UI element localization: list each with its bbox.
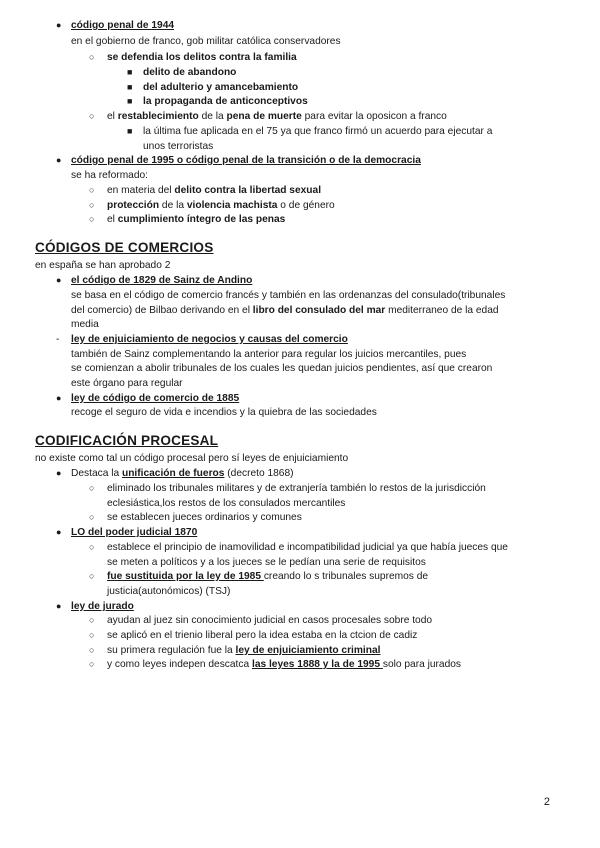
square-bullet-icon: ■ (127, 67, 133, 77)
paragraph-line: se ha reformado: (71, 170, 149, 181)
paragraph-line: se basa en el código de comercio francés y también en las ordenanzas del consulado(tribunales (71, 290, 506, 301)
paragraph-line: este órgano para regular (71, 378, 183, 389)
bullet-icon: ● (56, 20, 62, 30)
square-bullet-icon: ■ (127, 126, 133, 136)
paragraph-line: también de Sainz complementando la anterior para regular los juicios mercantiles, pues (71, 349, 467, 360)
sub-list-item: fue sustituida por la ley de 1985 creando lo s tribunales supremos de (107, 571, 429, 582)
paragraph-line: en el gobierno de franco, gob militar católica conservadores (71, 36, 341, 47)
square-bullet-icon: ■ (127, 82, 133, 92)
list-item-heading: código penal de 1995 o código penal de la transición o de la democracia (71, 155, 421, 166)
paragraph-line: del comercio) de Bilbao derivando en el libro del consulado del mar mediterraneo de la edad (71, 305, 499, 316)
section-heading: CODIFICACIÓN PROCESAL (35, 433, 219, 448)
circle-bullet-icon: ○ (89, 111, 95, 121)
sub-sub-list-item-cont: unos terroristas (143, 141, 214, 152)
sub-list-item: en materia del delito contra la libertad sexual (107, 185, 322, 196)
page-number: 2 (543, 796, 550, 808)
dash-bullet-icon: - (56, 334, 60, 345)
list-item-heading: ley de enjuiciamiento de negocios y causas del comercio (71, 334, 348, 345)
circle-bullet-icon: ○ (89, 483, 95, 493)
sub-sub-list-item: delito de abandono (143, 67, 237, 78)
paragraph-line: no existe como tal un código procesal pero sí leyes de enjuiciamiento (35, 453, 349, 464)
bullet-icon: ● (56, 601, 62, 611)
sub-sub-list-item: la última fue aplicada en el 75 ya que franco firmó un acuerdo para ejecutar a (143, 126, 493, 137)
list-item: Destaca la unificación de fueros (decreto 1868) (71, 468, 294, 479)
sub-list-item-cont: eclesiástica,los restos de los consulados mercantiles (107, 498, 346, 509)
circle-bullet-icon: ○ (89, 659, 95, 669)
sub-list-item: se aplicó en el trienio liberal pero la idea estaba en la ctcion de cadiz (107, 630, 418, 641)
circle-bullet-icon: ○ (89, 200, 95, 210)
circle-bullet-icon: ○ (89, 512, 95, 522)
sub-list-item: ayudan al juez sin conocimiento judicial en casos procesales sobre todo (107, 615, 433, 626)
list-item-heading: código penal de 1944 (71, 20, 175, 31)
circle-bullet-icon: ○ (89, 52, 95, 62)
square-bullet-icon: ■ (127, 96, 133, 106)
sub-list-item-cont: se meten a políticos y a los jueces se le pedían una serie de requisitos (107, 557, 426, 568)
list-item-heading: LO del poder judicial 1870 (71, 527, 198, 538)
paragraph-line: media (71, 319, 99, 330)
sub-sub-list-item: del adulterio y amancebamiento (143, 82, 299, 93)
circle-bullet-icon: ○ (89, 185, 95, 195)
paragraph-line: recoge el seguro de vida e incendios y la quiebra de las sociedades (71, 407, 377, 418)
list-item-heading: ley de código de comercio de 1885 (71, 393, 240, 404)
circle-bullet-icon: ○ (89, 214, 95, 224)
sub-list-item: se defendia los delitos contra la familia (107, 52, 297, 63)
sub-list-item: el restablecimiento de la pena de muerte para evitar la oposicon a franco (107, 111, 447, 122)
bullet-icon: ● (56, 275, 62, 285)
bullet-icon: ● (56, 527, 62, 537)
sub-list-item: establece el principio de inamovilidad e incompatibilidad judicial ya que había jueces que (107, 542, 508, 553)
circle-bullet-icon: ○ (89, 571, 95, 581)
sub-list-item: protección de la violencia machista o de género (107, 200, 335, 211)
list-item-heading: el código de 1829 de Sainz de Andino (71, 275, 253, 286)
circle-bullet-icon: ○ (89, 542, 95, 552)
sub-list-item: su primera regulación fue la ley de enjuiciamiento criminal (107, 645, 381, 656)
sub-list-item: se establecen jueces ordinarios y comunes (107, 512, 302, 523)
sub-list-item: y como leyes indepen descatca las leyes 1888 y la de 1995 solo para jurados (107, 659, 461, 670)
circle-bullet-icon: ○ (89, 630, 95, 640)
paragraph-line: se comienzan a abolir tribunales de los cuales les quedan juicios pendientes, así que crearon (71, 363, 493, 374)
sub-list-item-cont: justicia(autonómicos) (TSJ) (107, 586, 231, 597)
sub-list-item: el cumplimiento íntegro de las penas (107, 214, 286, 225)
bullet-icon: ● (56, 393, 62, 403)
circle-bullet-icon: ○ (89, 615, 95, 625)
sub-list-item: eliminado los tribunales militares y de extranjería también lo restos de la jurisdicción (107, 483, 486, 494)
bullet-icon: ● (56, 155, 62, 165)
paragraph-line: en españa se han aprobado 2 (35, 260, 171, 271)
section-heading: CÓDIGOS DE COMERCIOS (35, 240, 214, 255)
circle-bullet-icon: ○ (89, 645, 95, 655)
bullet-icon: ● (56, 468, 62, 478)
sub-sub-list-item: la propaganda de anticonceptivos (143, 96, 308, 107)
list-item-heading: ley de jurado (71, 601, 134, 612)
